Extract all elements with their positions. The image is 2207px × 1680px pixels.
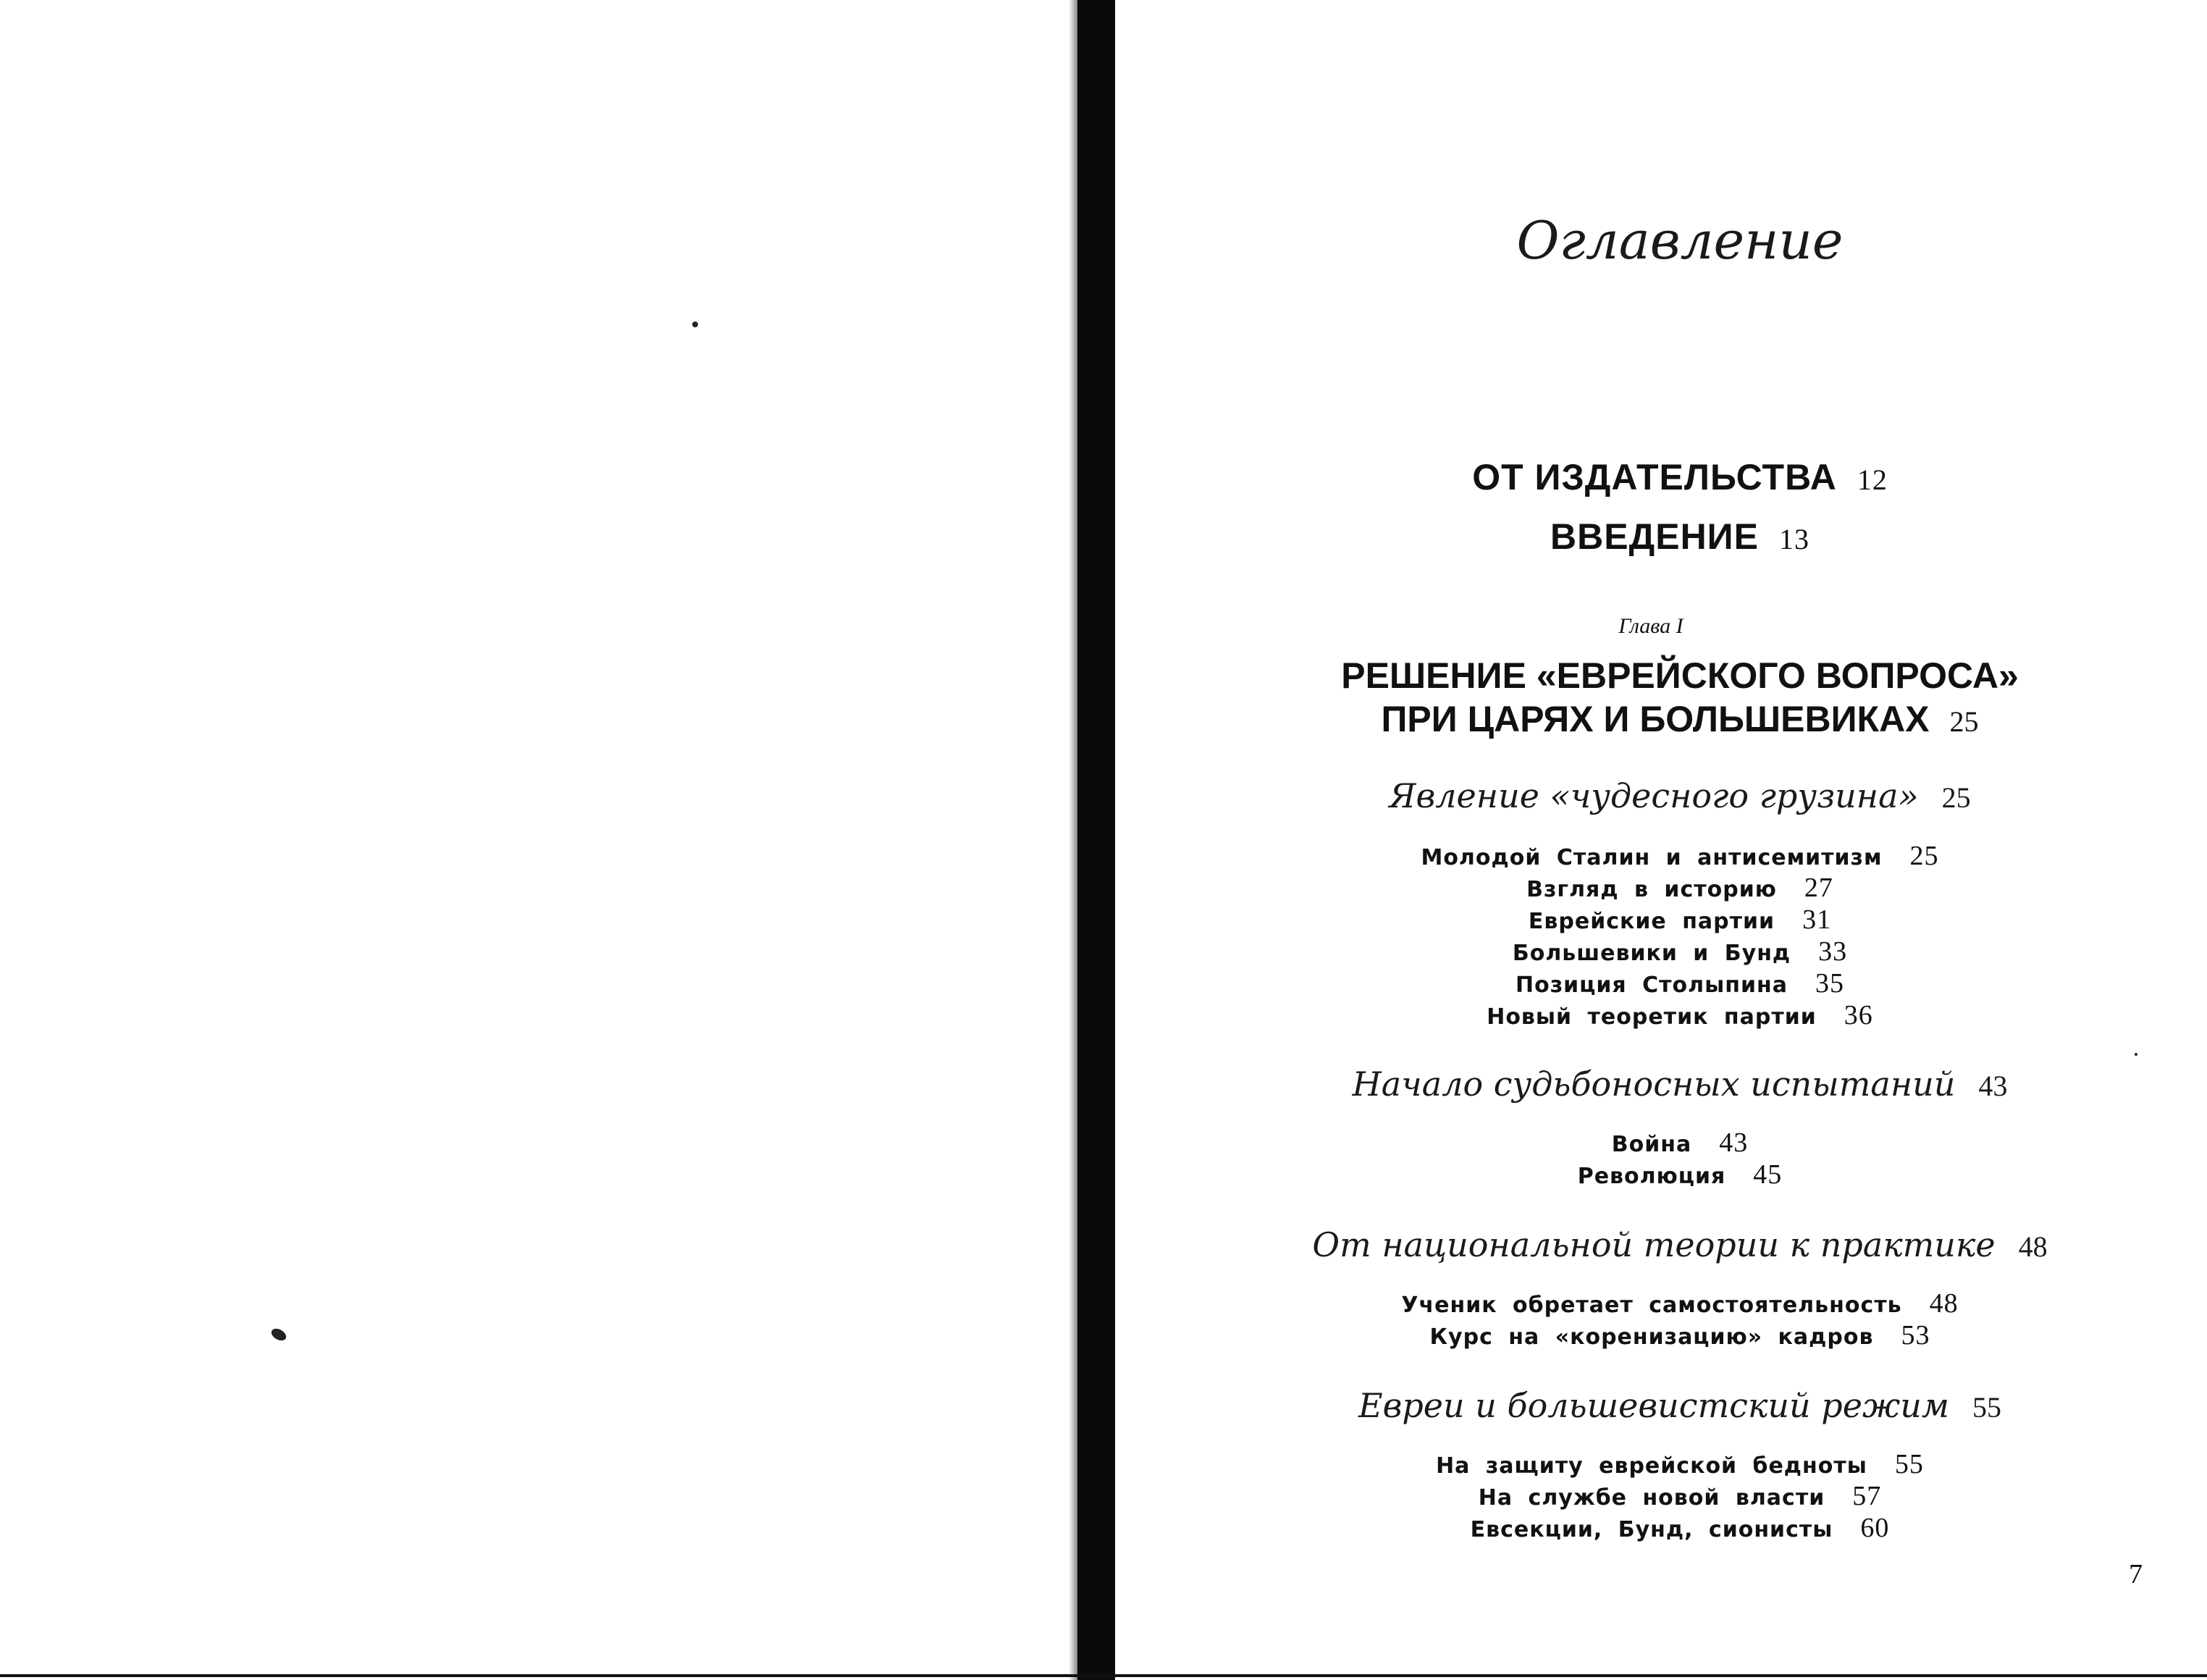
toc-subsection [1231, 1159, 2129, 1190]
chapter-label: Глава I [1618, 614, 1683, 638]
subsection-label: Молодой Сталин и антисемитизм [1421, 845, 1883, 870]
toc-section-heading [1231, 776, 2129, 815]
subsection-page-number: 48 [1929, 1288, 1959, 1319]
toc-subsection [1231, 967, 2129, 999]
section-page-number: 25 [1941, 781, 1971, 814]
subsection-label: Большевики и Бунд [1512, 941, 1791, 966]
toc-section-heading [1231, 1225, 2129, 1264]
subsection-label: Позиция Столыпина [1516, 973, 1788, 998]
subsection-label: Курс на «коренизацию» кадров [1429, 1324, 1874, 1350]
subsection-page-number: 36 [1844, 1000, 1873, 1030]
toc-subsection [1231, 936, 2129, 967]
book-spine [1077, 0, 1115, 1680]
subsection-label: Война [1611, 1132, 1692, 1157]
subsection-page-number: 25 [1909, 841, 1939, 871]
subsection-page-number: 55 [1894, 1449, 1924, 1479]
subsection-page-number: 35 [1815, 968, 1844, 999]
subsection-label: Новый теоретик партии [1487, 1004, 1817, 1030]
subsection-page-number: 60 [1860, 1513, 1890, 1543]
subsection-label: Ученик обретает самостоятельность [1401, 1293, 1902, 1318]
toc-subsection [1231, 1480, 2129, 1512]
scan-speck [2135, 1053, 2137, 1056]
entry-label: ОТ ИЗДАТЕЛЬСТВА [1472, 457, 1837, 497]
subsection-label: Взгляд в историю [1526, 877, 1777, 902]
toc-subsection [1231, 1319, 2129, 1351]
subsection-page-number: 45 [1753, 1159, 1783, 1190]
toc-subsection [1231, 1512, 2129, 1544]
toc-subsection [1231, 1127, 2129, 1159]
chapter-title-text: ПРИ ЦАРЯХ И БОЛЬШЕВИКАХ [1381, 699, 1930, 739]
table-of-contents [1231, 0, 2129, 1680]
subsection-label: На службе новой власти [1478, 1485, 1825, 1511]
toc-section-heading [1231, 1064, 2129, 1104]
subsection-label: Евсекции, Бунд, сионисты [1470, 1517, 1833, 1542]
section-page-number: 48 [2018, 1230, 2048, 1263]
subsection-page-number: 27 [1804, 873, 1833, 903]
subsection-page-number: 33 [1818, 936, 1848, 967]
chapter-page-number: 25 [1949, 705, 1979, 738]
section-page-number: 43 [1978, 1070, 2008, 1102]
toc-entry-front-matter [1231, 516, 2129, 558]
subsection-label: Революция [1577, 1164, 1726, 1189]
chapter-title-line-1 [1231, 655, 2129, 697]
section-title: От национальной теории к практике [1312, 1225, 1996, 1264]
section-title: Явление «чудесного грузина» [1389, 776, 1919, 815]
toc-title: Оглавление [1516, 210, 1844, 271]
toc-entry-front-matter [1231, 456, 2129, 498]
subsection-page-number: 43 [1719, 1127, 1749, 1158]
toc-subsection [1231, 872, 2129, 904]
section-title: Начало судьбоносных испытаний [1352, 1064, 1956, 1104]
entry-label: ВВЕДЕНИЕ [1550, 516, 1759, 557]
section-title: Евреи и большевистский режим [1358, 1386, 1950, 1425]
subsection-label: На защиту еврейской бедноты [1436, 1453, 1867, 1479]
toc-subsection [1231, 1448, 2129, 1480]
scan-speck [692, 322, 698, 327]
subsection-label: Еврейские партии [1528, 909, 1775, 934]
entry-page-number: 12 [1857, 463, 1888, 496]
toc-subsection [1231, 1288, 2129, 1319]
chapter-title-line-2 [1231, 698, 2129, 740]
chapter-title-text: РЕШЕНИЕ «ЕВРЕЙСКОГО ВОПРОСА» [1341, 655, 2019, 696]
toc-section-heading [1231, 1386, 2129, 1425]
toc-subsection [1231, 904, 2129, 936]
subsection-page-number: 53 [1901, 1320, 1930, 1351]
toc-subsection [1231, 999, 2129, 1031]
toc-subsection [1231, 840, 2129, 872]
subsection-page-number: 57 [1852, 1481, 1882, 1511]
entry-page-number: 13 [1778, 523, 1809, 555]
page-number: 7 [2129, 1559, 2143, 1589]
subsection-page-number: 31 [1802, 904, 1832, 935]
scan-speck [269, 1326, 288, 1343]
section-page-number: 55 [1972, 1391, 2002, 1424]
